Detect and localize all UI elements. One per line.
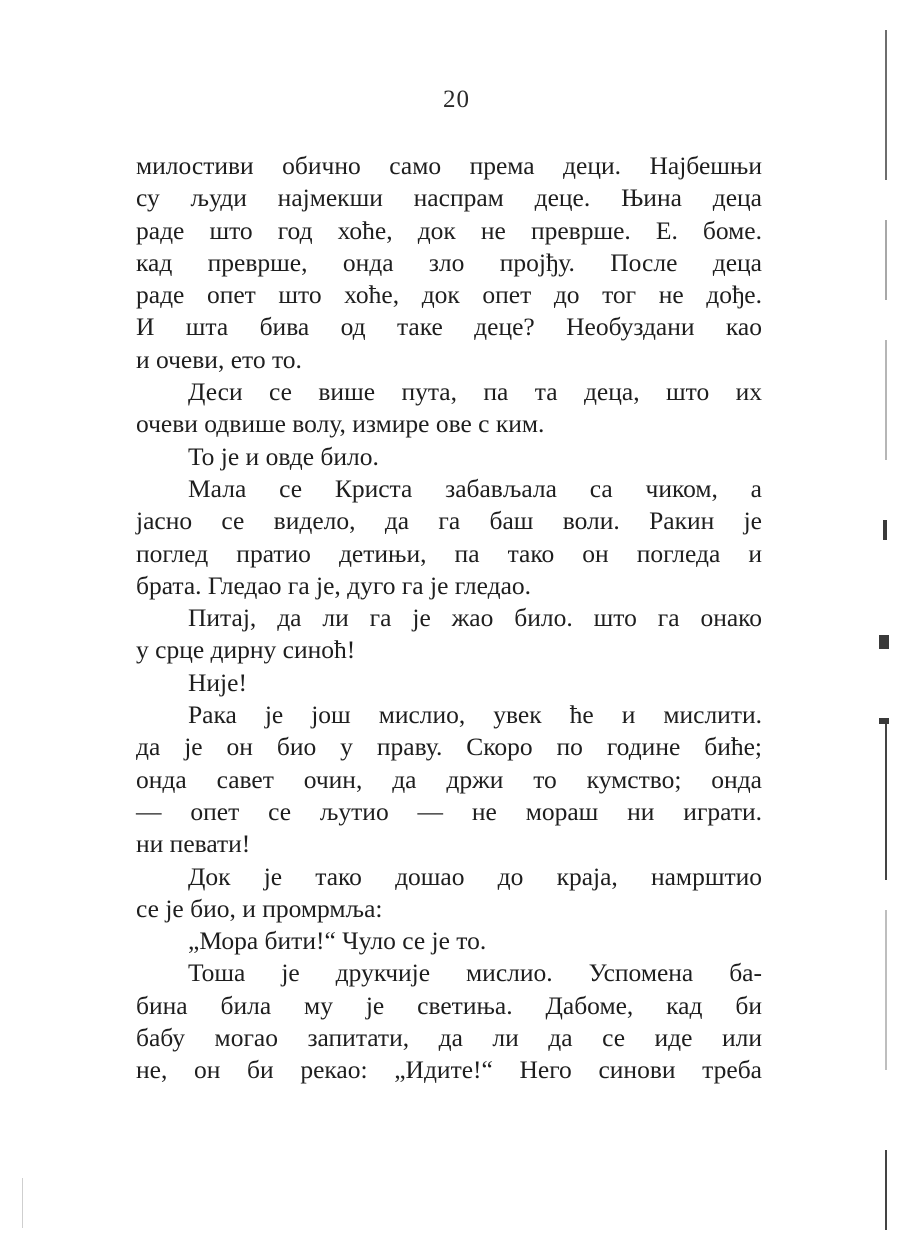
binding-edge	[885, 30, 887, 1230]
text-line: су људи најмекши наспрам деце. Њина деца	[136, 183, 762, 213]
page-edge-mark	[22, 1178, 23, 1228]
text-line: милостиви обично само према деци. Најбешњи	[136, 151, 762, 180]
text-line: онда савет очин, да држи то кумство; онда	[136, 764, 762, 794]
text-line: Рака је још мислио, увек ће и мислити.	[188, 700, 762, 730]
text-line: поглед пратио детињи, па тако он погледа и	[136, 538, 762, 568]
text-line: То је и овде било.	[188, 441, 379, 471]
text-line: Деси се више пута, па та деца, што их	[188, 377, 762, 407]
text-line: И шта бива од таке деце? Необуздани као	[136, 312, 762, 342]
text-line: — опет се љутио — не мораш ни играти.	[136, 796, 762, 826]
text-line: не, он би рекао: „Идите!“ Него синови треба	[136, 1055, 762, 1085]
text-line: очеви одвише волу, измире ове с ким.	[136, 409, 545, 439]
text-line: Питај, да ли га је жао било. што га онако	[188, 603, 762, 633]
text-line: Мала се Криста забављала са чиком, а	[188, 473, 762, 503]
text-line: раде што год хоће, док не преврше. Е. боме.	[136, 215, 762, 245]
text-line: кад преврше, онда зло пројђу. После деца	[136, 247, 762, 277]
text-line: „Мора бити!“ Чуло се је то.	[188, 926, 487, 956]
text-line: бабу могао запитати, да ли да се иде или	[136, 1023, 762, 1053]
text-line: раде опет што хоће, док опет до тог не дође.	[136, 280, 762, 310]
text-line: бина била му је светиња. Дабоме, кад би	[136, 990, 762, 1020]
text-line: ни певати!	[136, 829, 251, 859]
body-text	[136, 150, 762, 1087]
text-line: у срце дирну синоћ!	[136, 635, 356, 665]
text-line: јасно се видело, да га баш воли. Ракин је	[136, 506, 762, 536]
text-line: Тоша је друкчије мислио. Успомена ба-	[188, 958, 762, 988]
text-line: да је он био у праву. Скоро по године биће;	[136, 732, 762, 762]
text-line: брата. Гледао га је, дуго га је гледао.	[136, 570, 532, 600]
page-number: 20	[443, 86, 470, 113]
text-line: Док је тако дошао до краја, намрштио	[188, 861, 762, 891]
text-line: Није!	[188, 667, 247, 697]
text-line: и очеви, ето то.	[136, 344, 302, 374]
text-line: се је био, и промрмља:	[136, 893, 383, 923]
